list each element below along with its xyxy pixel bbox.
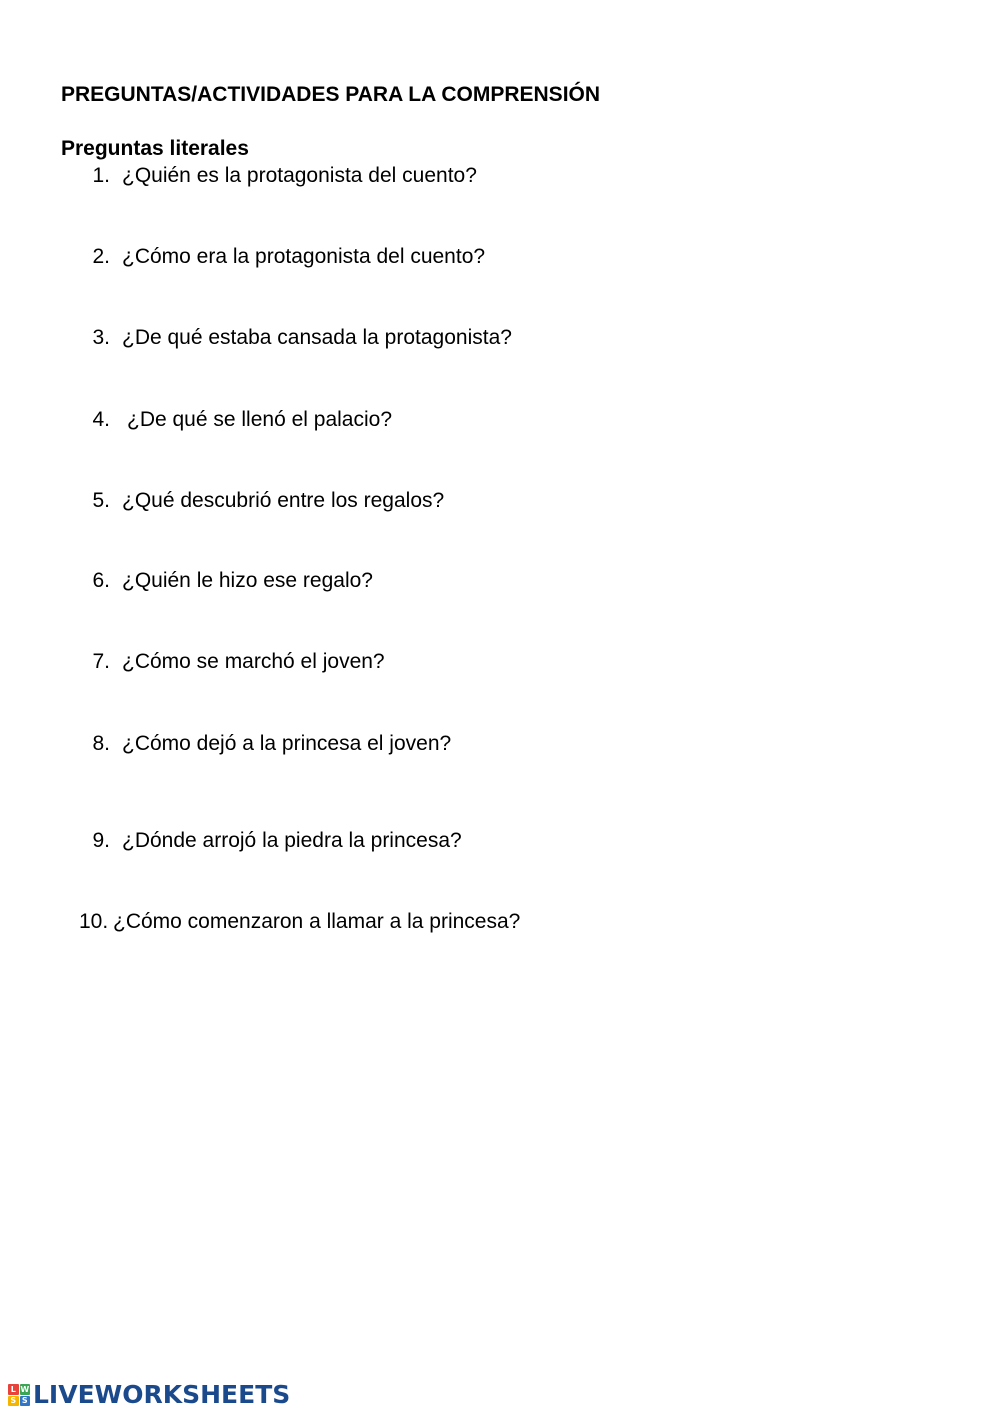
question-text: ¿Cómo dejó a la princesa el joven? xyxy=(122,732,452,755)
question-text: ¿Quién le hizo ese regalo? xyxy=(122,569,373,592)
question-number: 8. xyxy=(92,732,110,755)
logo-tile: W xyxy=(20,1384,30,1394)
question-number: 4. xyxy=(92,408,110,431)
liveworksheets-logo xyxy=(8,1381,290,1409)
logo-tile: S xyxy=(20,1396,31,1407)
question-text: ¿De qué estaba cansada la protagonista? xyxy=(122,326,512,349)
logo-text: LIVEWORKSHEETS xyxy=(33,1380,291,1409)
question-text: ¿Quién es la protagonista del cuento? xyxy=(122,164,477,187)
question-number: 3. xyxy=(92,326,110,349)
logo-tile: L xyxy=(8,1384,19,1395)
question-number: 9. xyxy=(92,829,110,852)
question-number: 2. xyxy=(92,245,110,268)
question-number: 10. xyxy=(79,910,109,933)
question-number: 5. xyxy=(92,489,110,512)
logo-tile: S xyxy=(8,1396,19,1407)
page-title: PREGUNTAS/ACTIVIDADES PARA LA COMPRENSIÓN xyxy=(61,83,601,106)
section-heading: Preguntas literales xyxy=(61,137,249,160)
question-number: 1. xyxy=(92,164,110,187)
question-text: ¿Cómo comenzaron a llamar a la princesa? xyxy=(113,910,521,933)
question-number: 6. xyxy=(92,569,110,592)
question-text: ¿Dónde arrojó la piedra la princesa? xyxy=(122,829,462,852)
logo-tiles-icon xyxy=(8,1384,30,1406)
question-text: ¿Cómo era la protagonista del cuento? xyxy=(122,245,486,268)
question-number: 7. xyxy=(92,650,110,673)
question-text: ¿Qué descubrió entre los regalos? xyxy=(122,489,445,512)
question-text: ¿Cómo se marchó el joven? xyxy=(122,650,385,673)
question-text: ¿De qué se llenó el palacio? xyxy=(127,408,393,431)
